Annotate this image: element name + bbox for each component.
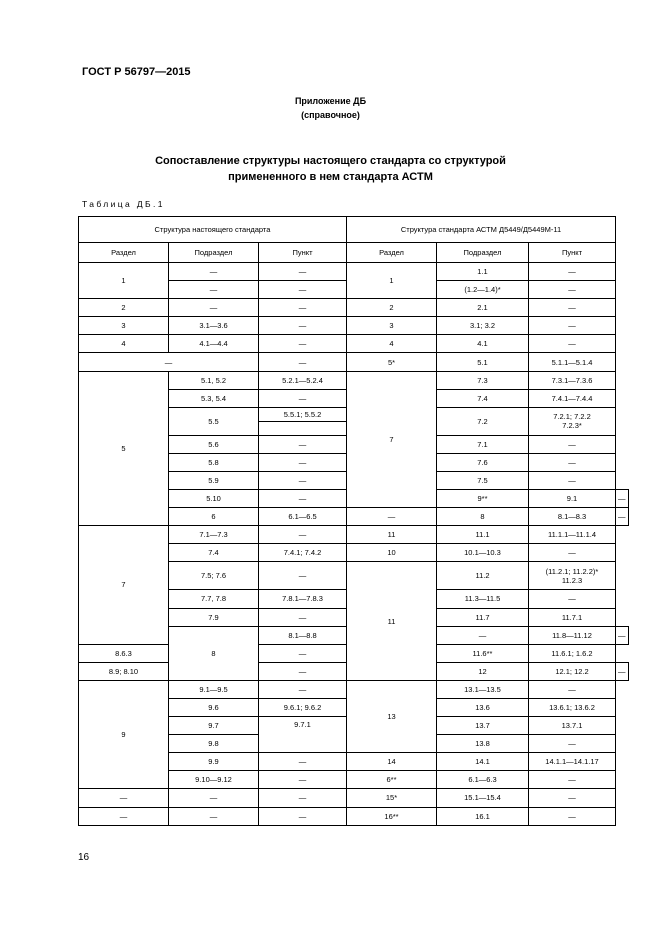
table-cell: 2.1 — [437, 299, 529, 317]
table-cell: 3 — [347, 317, 437, 335]
table-row — [79, 353, 629, 371]
table-cell: — — [259, 453, 347, 471]
table-cell — [259, 407, 347, 435]
table-cell: 5.5 — [169, 407, 259, 435]
table-row — [79, 299, 629, 317]
table-cell: — — [347, 508, 437, 526]
table-cell: 8.6.3 — [79, 644, 169, 662]
table-row — [79, 317, 629, 335]
table-cell: — — [259, 263, 347, 281]
table-cell: — — [529, 299, 616, 317]
table-cell: — — [259, 644, 347, 662]
table-cell: 9.10—9.12 — [169, 771, 259, 789]
table-cell: — — [259, 317, 347, 335]
table-cell: — — [259, 608, 347, 626]
table-cell: 13 — [347, 680, 437, 752]
table-cell: 10.1—10.3 — [437, 544, 529, 562]
table-cell: 13.8 — [437, 735, 529, 753]
table-cell: 9.7 — [169, 717, 259, 735]
table-cell: 5.8 — [169, 453, 259, 471]
table-cell: 5.1, 5.2 — [169, 371, 259, 389]
table-cell: 12.1; 12.2 — [529, 662, 616, 680]
table-cell: — — [259, 771, 347, 789]
table-cell: 5* — [347, 353, 437, 371]
comparison-table — [78, 216, 629, 826]
table-row — [79, 526, 629, 544]
table-cell-line: (11.2.1; 11.2.2)* — [545, 566, 599, 576]
table-cell: 9.7.1 — [259, 717, 347, 753]
table-row — [79, 807, 629, 825]
table-cell: 4.1—4.4 — [169, 335, 259, 353]
table-label: Таблица ДБ.1 — [82, 199, 165, 209]
table-cell: — — [529, 263, 616, 281]
table-cell: 7.9 — [169, 608, 259, 626]
table-cell: 6 — [169, 508, 259, 526]
table-cell: 9 — [79, 680, 169, 789]
table-cell: 6.1—6.5 — [259, 508, 347, 526]
page-number: 16 — [78, 852, 90, 863]
table-cell: 3 — [79, 317, 169, 335]
table-cell: 4 — [79, 335, 169, 353]
table-cell: 1.1 — [437, 263, 529, 281]
table-cell: (1.2—1.4)* — [437, 281, 529, 299]
header-astm-item: Пункт — [529, 243, 616, 263]
table-cell: — — [259, 281, 347, 299]
table-cell: — — [169, 299, 259, 317]
table-cell: — — [259, 526, 347, 544]
table-cell: — — [169, 281, 259, 299]
table-cell: 7.4 — [437, 389, 529, 407]
table-row — [79, 371, 629, 389]
table-cell: 11.7 — [437, 608, 529, 626]
table-cell: 11.6** — [437, 644, 529, 662]
table-cell: — — [79, 353, 259, 371]
table-cell: 11.8—11.12 — [529, 626, 616, 644]
table-cell: 7.3.1—7.3.6 — [529, 371, 616, 389]
table-cell: 16** — [347, 807, 437, 825]
header-section: Раздел — [79, 243, 169, 263]
table-cell: 14 — [347, 753, 437, 771]
table-cell: 10 — [347, 544, 437, 562]
table-cell: — — [169, 789, 259, 807]
table-cell: 7.8.1—7.8.3 — [259, 590, 347, 608]
table-cell-part: 5.5.1; 5.5.2 — [259, 408, 346, 422]
table-cell: 2 — [79, 299, 169, 317]
table-cell: 9.9 — [169, 753, 259, 771]
header-subsection: Подраздел — [169, 243, 259, 263]
table-cell: 8 — [169, 626, 259, 680]
appendix-note: (справочное) — [301, 110, 360, 120]
header-astm-structure: Структура стандарта АСТМ Д5449/Д5449М-11 — [347, 217, 616, 243]
table-cell: 11 — [347, 526, 437, 544]
table-cell: 5.3, 5.4 — [169, 389, 259, 407]
table-cell: 11.3—11.5 — [437, 590, 529, 608]
table-cell: 7.1—7.3 — [169, 526, 259, 544]
table-cell: 5.10 — [169, 490, 259, 508]
table-cell: 14.1 — [437, 753, 529, 771]
table-cell: 5 — [79, 371, 169, 526]
table-cell: — — [259, 299, 347, 317]
table-cell: — — [259, 680, 347, 698]
table-cell: 1 — [347, 263, 437, 299]
table-cell: 7.1 — [437, 435, 529, 453]
table-row — [79, 335, 629, 353]
table-cell-line: 11.2.3 — [561, 575, 583, 585]
table-cell: — — [529, 435, 616, 453]
table-cell: — — [79, 807, 169, 825]
table-cell: 5.9 — [169, 471, 259, 489]
table-cell: 7.5 — [437, 471, 529, 489]
table-cell: 1 — [79, 263, 169, 299]
table-cell: 7.4.1; 7.4.2 — [259, 544, 347, 562]
table-cell: — — [529, 281, 616, 299]
table-header-columns-row — [79, 243, 629, 263]
table-cell: — — [529, 789, 616, 807]
table-header-group-row — [79, 217, 629, 243]
table-cell — [529, 562, 616, 590]
table-cell: 8.1—8.8 — [259, 626, 347, 644]
table-cell: 8 — [437, 508, 529, 526]
table-cell: — — [79, 789, 169, 807]
table-cell: — — [529, 735, 616, 753]
table-cell: — — [616, 662, 629, 680]
table-cell: — — [259, 662, 347, 680]
table-cell: 8.1—8.3 — [529, 508, 616, 526]
table-cell-line: 7.2.1; 7.2.2 — [553, 412, 591, 422]
table-cell: 7.3 — [437, 371, 529, 389]
table-cell: 9.1—9.5 — [169, 680, 259, 698]
table-cell: 9** — [437, 490, 529, 508]
table-cell: — — [529, 771, 616, 789]
table-cell: — — [259, 471, 347, 489]
table-cell: 7 — [79, 526, 169, 644]
table-cell: 13.1—13.5 — [437, 680, 529, 698]
table-cell: 8.9; 8.10 — [79, 662, 169, 680]
table-cell: — — [259, 389, 347, 407]
table-cell: — — [259, 335, 347, 353]
document-title-line-2: примененного в нем стандарта АСТМ — [228, 171, 433, 183]
appendix-title: Приложение ДБ — [294, 96, 367, 106]
table-cell: — — [529, 317, 616, 335]
table-cell: 5.6 — [169, 435, 259, 453]
table-cell: 11.1.1—11.1.4 — [529, 526, 616, 544]
table-cell: 12 — [437, 662, 529, 680]
table-cell: 6** — [347, 771, 437, 789]
table-cell: 4.1 — [437, 335, 529, 353]
table-cell: 9.6 — [169, 698, 259, 716]
table-cell: 3.1; 3.2 — [437, 317, 529, 335]
table-cell: 7.2 — [437, 407, 529, 435]
table-cell: 4 — [347, 335, 437, 353]
table-cell: — — [529, 335, 616, 353]
header-astm-subsection: Подраздел — [437, 243, 529, 263]
table-cell — [529, 407, 616, 435]
table-cell: 11.1 — [437, 526, 529, 544]
table-cell: 7.4.1—7.4.4 — [529, 389, 616, 407]
table-cell: 11 — [347, 562, 437, 680]
table-cell-line: 7.2.3* — [562, 421, 582, 431]
table-cell: 11.2 — [437, 562, 529, 590]
document-title-line-1: Сопоставление структуры настоящего стандарта со структурой — [155, 155, 506, 167]
table-cell: 7 — [347, 371, 437, 508]
table-cell: — — [259, 490, 347, 508]
table-cell: — — [616, 508, 629, 526]
table-cell: — — [529, 453, 616, 471]
table-cell: — — [259, 562, 347, 590]
table-cell: 16.1 — [437, 807, 529, 825]
table-cell: 7.7, 7.8 — [169, 590, 259, 608]
table-cell: 13.6 — [437, 698, 529, 716]
table-cell: 11.7.1 — [529, 608, 616, 626]
table-cell: 3.1—3.6 — [169, 317, 259, 335]
table-cell: — — [259, 807, 347, 825]
table-cell: 9.8 — [169, 735, 259, 753]
table-cell: 15* — [347, 789, 437, 807]
table-cell: 2 — [347, 299, 437, 317]
table-cell-part — [259, 422, 346, 435]
table-cell: 9.6.1; 9.6.2 — [259, 698, 347, 716]
table-cell: — — [529, 544, 616, 562]
table-cell: 15.1—15.4 — [437, 789, 529, 807]
table-cell: — — [259, 789, 347, 807]
table-cell: — — [529, 471, 616, 489]
header-own-structure: Структура настоящего стандарта — [79, 217, 347, 243]
table-cell: 13.7.1 — [529, 717, 616, 735]
header-astm-section: Раздел — [347, 243, 437, 263]
table-cell: 11.6.1; 1.6.2 — [529, 644, 616, 662]
table-cell: 7.4 — [169, 544, 259, 562]
table-cell: — — [616, 490, 629, 508]
table-cell: 7.6 — [437, 453, 529, 471]
table-cell: — — [259, 753, 347, 771]
table-cell: — — [169, 263, 259, 281]
table-cell: 5.1.1—5.1.4 — [529, 353, 616, 371]
table-row — [79, 789, 629, 807]
table-cell: 13.7 — [437, 717, 529, 735]
table-cell: 6.1—6.3 — [437, 771, 529, 789]
table-cell: — — [259, 353, 347, 371]
table-cell: — — [529, 680, 616, 698]
table-cell: — — [529, 590, 616, 608]
table-row — [79, 680, 629, 698]
table-cell: 13.6.1; 13.6.2 — [529, 698, 616, 716]
table-row — [79, 263, 629, 281]
table-cell: 7.5; 7.6 — [169, 562, 259, 590]
table-cell: 14.1.1—14.1.17 — [529, 753, 616, 771]
table-cell: — — [169, 807, 259, 825]
table-cell: — — [616, 626, 629, 644]
table-cell: — — [437, 626, 529, 644]
table-cell: 5.2.1—5.2.4 — [259, 371, 347, 389]
table-cell: 9.1 — [529, 490, 616, 508]
table-cell: — — [259, 435, 347, 453]
standard-header: ГОСТ Р 56797—2015 — [82, 66, 191, 78]
table-cell: — — [529, 807, 616, 825]
header-item: Пункт — [259, 243, 347, 263]
table-cell: 5.1 — [437, 353, 529, 371]
